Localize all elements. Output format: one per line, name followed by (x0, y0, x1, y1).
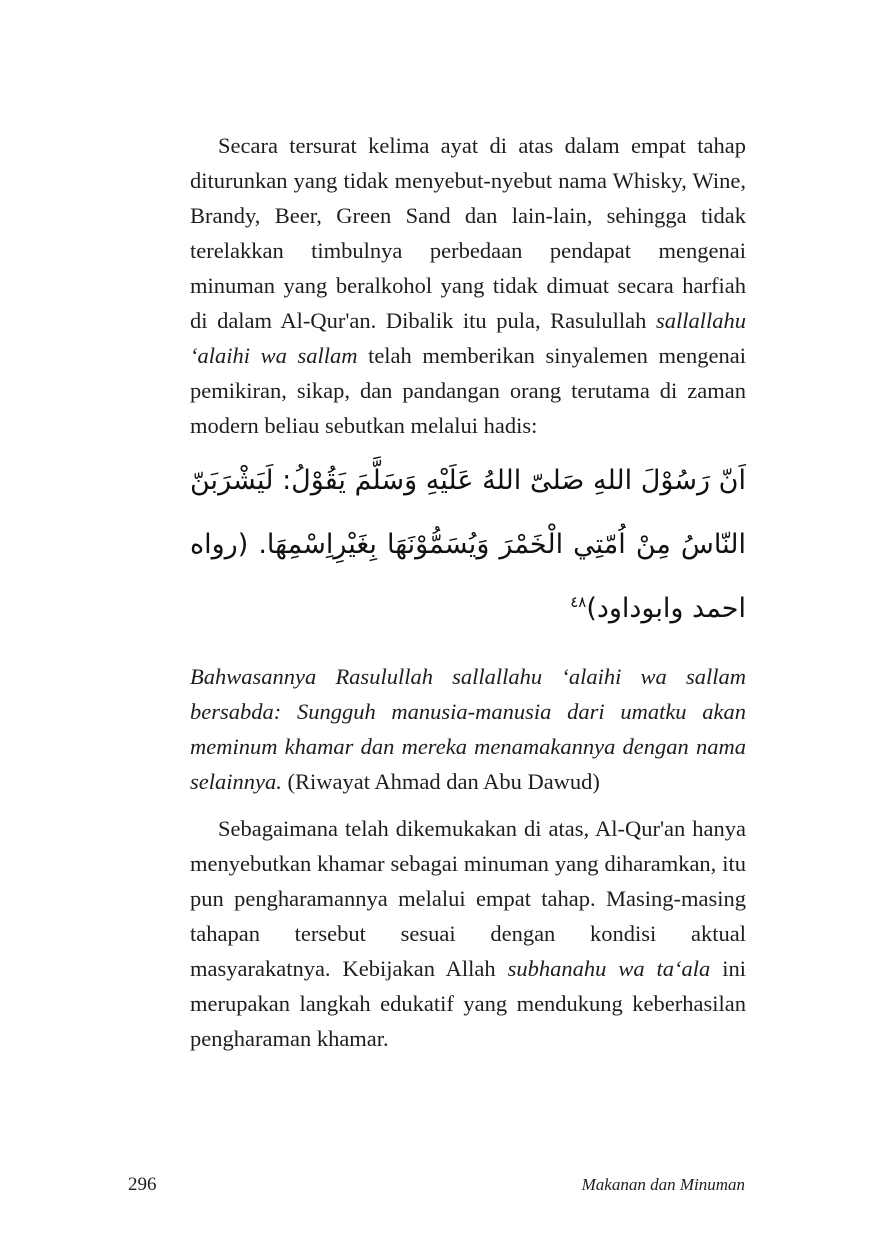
paragraph-conclusion (190, 811, 746, 1056)
paragraph-conclusion-text-end: ini merupakan langkah edukatif yang mendukung keberhasilan pengharaman khamar. (190, 956, 746, 1051)
hadith-translation-text: Bahwasannya Rasulullah sallallahu ‘alaihi wa sallam bersabda: Sungguh manusia-manusia dari umatku akan meminum khamar dan mereka menamakannya dengan nama selainnya. (190, 664, 746, 794)
paragraph-intro-text: Secara tersurat kelima ayat di atas dalam empat tahap diturunkan yang tidak menyebut-nyebut nama Whisky, Wine, Brandy, Beer, Green Sand dan lain-lain, sehingga tidak terelakkan timbulnya perbedaan pendapat mengenai minuman yang beralkohol yang tidak dimuat secara harfiah di dalam Al-Qur'an. Dibalik itu pula, Rasulullah (190, 133, 746, 333)
hadith-citation: (Riwayat Ahmad dan Abu Dawud) (281, 769, 600, 794)
paragraph-intro-text-end: telah memberikan sinyalemen mengenai pemikiran, sikap, dan pandangan orang terutama di zaman modern beliau sebutkan melalui hadis: (190, 343, 746, 438)
hadith-arabic-text: اَنّ رَسُوْلَ اللهِ صَلىّ اللهُ عَلَيْهِ وَسَلَّمَ يَقُوْلُ: لَيَشْرَبَنّ النّاسُ مِنْ اُمّتِي الْخَمْرَ وَيُسَمُّوْنَهَا بِغَيْرِاِسْمِهَا. (رواه احمد وابوداود) (190, 465, 746, 624)
hadith-translation (190, 659, 746, 799)
running-title: Makanan dan Minuman (581, 1175, 745, 1194)
page-number: 296 (128, 1174, 157, 1195)
paragraph-intro (190, 128, 746, 443)
page-content (190, 128, 746, 1056)
paragraph-intro-honorific: sallallahu ‘alaihi wa sallam (190, 308, 746, 368)
footnote-marker: ٤٨ (570, 593, 587, 611)
paragraph-conclusion-text: Sebagaimana telah dikemukakan di atas, Al-Qur'an hanya menyebutkan khamar sebagai minuman yang diharamkan, itu pun pengharamannya melalui empat tahap. Masing-masing tahapan tersebut sesuai dengan kondisi aktual masyarakatnya. Kebijakan Allah (190, 816, 746, 981)
paragraph-conclusion-honorific: subhanahu wa ta‘ala (507, 956, 711, 981)
hadith-arabic (190, 449, 746, 641)
